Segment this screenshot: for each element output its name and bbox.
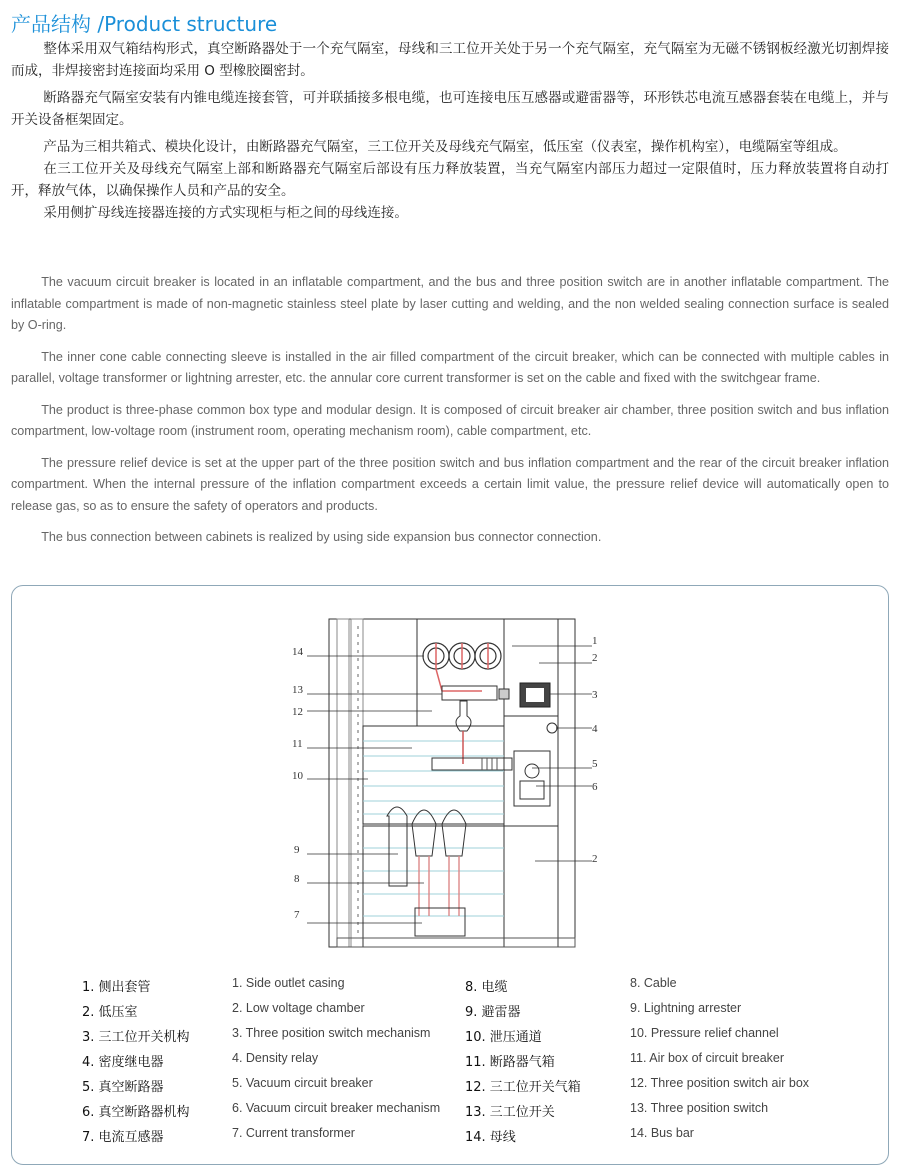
legend-en: 3. Three position switch mechanism [232,1026,431,1040]
legend-en: 10. Pressure relief channel [630,1026,779,1040]
legend-en: 14. Bus bar [630,1126,694,1140]
three-position-switch [442,686,497,700]
legend-en: 13. Three position switch [630,1101,769,1115]
legend-en: 7. Current transformer [232,1126,355,1140]
zh-paragraph: 断路器充气隔室安装有内锥电缆连接套管，可并联插接多根电缆，也可连接电压互感器或避雷器等，环形铁芯电流互感器套装在电缆上，并与开关设备框架固定。 [11,90,889,128]
chinese-description [11,38,889,229]
vacuum-breaker [432,758,512,770]
legend-en: 8. Cable [630,976,677,990]
callout-label: 6 [592,781,598,793]
callout-label: 14 [292,646,303,658]
legend-zh: 2. 低压室 [82,1005,138,1020]
legend-en: 12. Three position switch air box [630,1076,810,1090]
en-paragraph: The product is three-phase common box type and modular design. It is composed of circuit breaker air chamber, three position switch and bus inflation compartment, low-voltage room (instrument room, operating mechanism room), cable compartment, etc. [11,402,889,438]
density-relay [547,723,557,733]
callout-label: 10 [292,770,303,782]
legend-en: 9. Lightning arrester [630,1001,742,1015]
callout-label: 11 [292,738,303,750]
legend-en: 6. Vacuum circuit breaker mechanism [232,1101,441,1115]
callout-label: 9 [294,844,300,856]
callout-label: 5 [592,758,598,770]
current-transformer [415,908,465,936]
callout-label: 2 [592,853,598,865]
en-paragraph: The bus connection between cabinets is realized by using side expansion bus connector connection. [41,530,602,544]
lightning-arrester [387,807,407,886]
zh-paragraph: 产品为三相共箱式、模块化设计，由断路器充气隔室，三工位开关及母线充气隔室，低压室（仪表室，操作机构室），电缆隔室等组成。 [43,139,847,155]
legend-zh: 1. 侧出套管 [82,980,151,995]
legend-en: 1. Side outlet casing [232,976,345,990]
legend-zh: 8. 电缆 [465,980,508,995]
legend-zh: 10. 泄压通道 [465,1030,542,1045]
callout-label: 4 [592,723,598,735]
callout-label: 12 [292,706,303,718]
english-description [11,272,889,559]
legend-zh: 4. 密度继电器 [82,1055,164,1070]
zh-paragraph: 整体采用双气箱结构形式，真空断路器处于一个充气隔室，母线和三工位开关处于另一个充气隔室，充气隔室为无磁不锈钢板经激光切割焊接而成，非焊接密封连接面均采用 O 型橡胶圈密封。 [11,41,889,79]
legend-en: 5. Vacuum circuit breaker [232,1076,373,1090]
callout-label: 1 [592,635,598,647]
page-title: 产品结构 /Product structure [11,12,278,36]
structure-figure [11,585,889,1165]
zh-paragraph: 在三工位开关及母线充气隔室上部和断路器充气隔室后部设有压力释放装置，当充气隔室内部压力超过一定限值时，压力释放装置将自动打开，释放气体，以确保操作人员和产品的安全。 [11,161,889,199]
legend-zh: 12. 三工位开关气箱 [465,1080,581,1095]
callout-label: 7 [294,909,300,921]
legend-zh: 5. 真空断路器 [82,1080,164,1095]
zh-paragraph: 采用侧扩母线连接器连接的方式实现柜与柜之间的母线连接。 [43,205,408,221]
legend-en: 4. Density relay [232,1051,319,1065]
callout-label: 8 [294,873,300,885]
legend-zh: 3. 三工位开关机构 [82,1030,190,1045]
en-paragraph: The inner cone cable connecting sleeve is installed in the air filled compartment of the circuit breaker, which can be connected with multiple cables in parallel, voltage transformer or lightning arrester, etc. the annular core current transformer is set on the cable and fixed with the switchgear frame. [11,349,889,385]
callout-label: 13 [292,684,303,696]
en-paragraph: The pressure relief device is set at the upper part of the three position switch and bus inflation compartment and the rear of the circuit breaker inflation compartment. When the internal pressure of the inflation compartment exceeds a certain limit value, the pressure relief device will automatically open to release gas, so as to ensure the safety of operators and products. [11,455,889,513]
callout-label: 3 [592,689,598,701]
legend-zh: 14. 母线 [465,1130,516,1145]
legend-zh: 11. 断路器气箱 [465,1055,555,1070]
switchgear-structure-diagram [12,586,888,966]
legend-en: 2. Low voltage chamber [232,1001,365,1015]
parts-legend [12,971,888,1145]
legend-zh: 7. 电流互感器 [82,1130,164,1145]
legend-en: 11. Air box of circuit breaker [630,1051,785,1065]
callout-label: 2 [592,652,598,664]
legend-zh: 9. 避雷器 [465,1005,521,1020]
legend-zh: 13. 三工位开关 [465,1105,555,1120]
legend-zh: 6. 真空断路器机构 [82,1105,190,1120]
en-paragraph: The vacuum circuit breaker is located in an inflatable compartment, and the bus and three position switch are in another inflatable compartment. The inflatable compartment is made of non-magnetic stainless steel plate by laser cutting and welding, and the non welded sealing connection surface is sealed by O-ring. [11,275,889,332]
cabinet-outline [329,619,575,947]
